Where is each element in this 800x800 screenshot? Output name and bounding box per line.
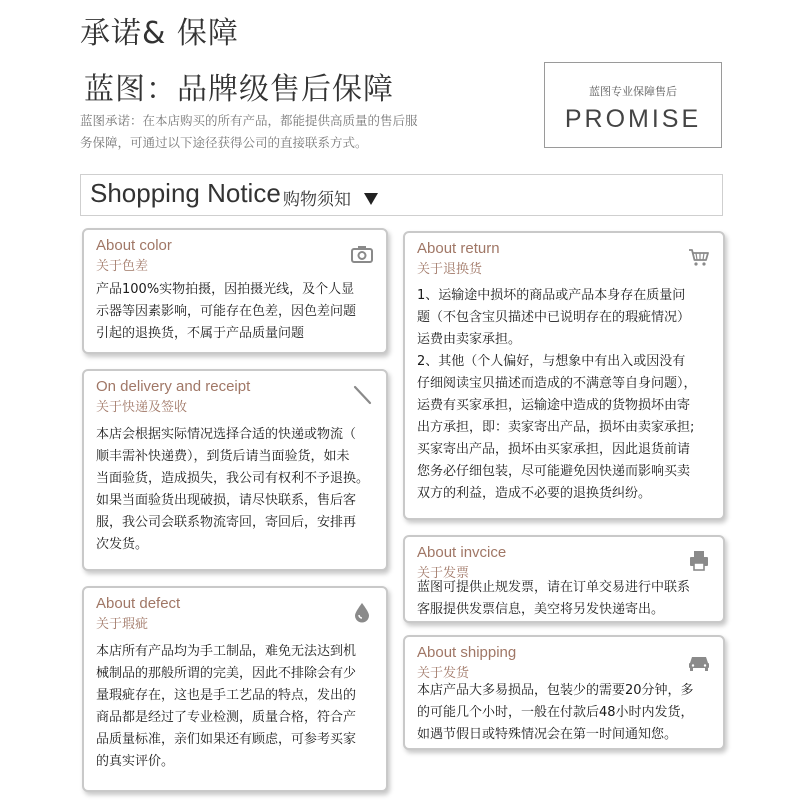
card-about-color: [82, 228, 388, 354]
card-line: 本店所有产品均为手工制品，难免无法达到机: [96, 644, 357, 659]
card-about-return: [403, 231, 725, 520]
brand-desc-line: 蓝图承诺：在本店购买的所有产品，都能提供高质量的售后服: [80, 113, 418, 128]
promise-subtitle: 蓝图专业保障售后: [589, 85, 677, 98]
card-line: 量瑕疵存在，这也是手工艺品的特点，发出的: [96, 688, 357, 703]
card-line: 本店会根据实际情况选择合适的快递或物流（: [96, 427, 357, 442]
card-line: 械制品的那般所谓的完美，因此不排除会有少: [96, 666, 357, 681]
card-body: [417, 577, 715, 621]
promise-badge: [544, 62, 722, 148]
car-icon: [687, 649, 711, 673]
card-title-cn: 关于快递及签收: [96, 400, 188, 415]
card-line: 的可能几个小时，一般在付款后48小时内发货，: [417, 705, 694, 720]
card-line: 示器等因素影响，可能存在色差，因色差问题: [96, 304, 357, 319]
card-line: 的真实评价。: [96, 754, 175, 769]
card-line: 题（不包含宝贝描述中已说明存在的瑕疵情况）: [417, 310, 691, 325]
cart-icon: [687, 245, 711, 269]
camera-icon: [350, 242, 374, 266]
card-title-cn: 关于色差: [96, 259, 149, 274]
card-body: [96, 424, 378, 556]
card-line: 客服提供发票信息，美空将另发快递寄出。: [417, 602, 665, 617]
card-title-en: About defect: [96, 595, 181, 612]
card-about-shipping: [403, 635, 725, 750]
card-line: 如果当面验货出现破损，请尽快联系，售后客: [96, 493, 357, 508]
card-title-en: About invcice: [417, 544, 507, 561]
card-line: 您务必仔细包装，尽可能避免因快递而影响买卖: [417, 464, 691, 479]
shopping-notice-en: Shopping Notice: [90, 178, 281, 208]
card-title-cn: 关于退换货: [417, 262, 483, 277]
card-line: 双方的利益，造成不必要的退换货纠纷。: [417, 486, 652, 501]
drop-icon: [350, 600, 374, 624]
card-line: 本店产品大多易损品，包装少的需要20分钟，多: [417, 683, 694, 698]
card-line: 买家寄出产品，损坏由买家承担，因此退货前请: [417, 442, 691, 457]
card-line: 顺丰需补快递费），到货后请当面验货，如未: [96, 449, 350, 464]
card-line: 品质量标准，亲们如果还有顾虑，可参考买家: [96, 732, 357, 747]
card-line: 商品都是经过了专业检测，质量合格，符合产: [96, 710, 357, 725]
card-line: 产品100%实物拍摄，因拍摄光线，及个人显: [96, 282, 355, 297]
card-line: 引起的退换货，不属于产品质量问题: [96, 326, 305, 341]
card-line: 当面验货，造成损失，我公司有权利不予退换。: [96, 471, 370, 486]
card-body: [417, 285, 715, 505]
card-line: 如遇节假日或特殊情况会在第一时间通知您。: [417, 727, 678, 742]
card-line: 蓝图可提供止规发票，请在订单交易进行中联系: [417, 580, 691, 595]
card-title-en: About color: [96, 237, 172, 254]
card-body: [417, 680, 715, 746]
card-line: 运费由卖家承担。: [417, 332, 522, 347]
promise-label: PROMISE: [564, 105, 702, 133]
card-title-cn: 关于瑕疵: [96, 617, 149, 632]
page-section-title: 承诺& 保障: [80, 16, 239, 51]
card-title-en: On delivery and receipt: [96, 378, 251, 395]
card-body: [96, 279, 378, 345]
card-title-cn: 关于发货: [417, 666, 470, 681]
shopping-notice-header[interactable]: [80, 174, 723, 216]
brand-guarantee-description: [80, 110, 460, 154]
card-title-en: About return: [417, 240, 500, 257]
card-body: [96, 641, 378, 773]
card-about-defect: [82, 586, 388, 792]
card-line: 运费有买家承担，运输途中造成的货物损坏由寄: [417, 398, 691, 413]
card-line: 2、其他（个人偏好，与想象中有出入或因没有: [417, 354, 686, 369]
card-line: 服，我公司会联系物流寄回，寄回后，安排再: [96, 515, 357, 530]
card-delivery-receipt: [82, 369, 388, 571]
shopping-notice-cn: 购物须知: [283, 190, 351, 210]
card-line: 1、运输途中损坏的商品或产品本身存在质量问: [417, 288, 686, 303]
card-title-cn: 关于发票: [417, 566, 470, 581]
triangle-down-icon: [364, 193, 378, 205]
card-about-invoice: [403, 535, 725, 623]
card-line: 仔细阅读宝贝描述而造成的不满意等自身问题），: [417, 376, 697, 391]
pen-icon: [350, 383, 374, 407]
card-line: 出方承担，即：卖家寄出产品，损坏由卖家承担;: [417, 420, 695, 435]
printer-icon: [687, 549, 711, 573]
brand-guarantee-title: 蓝图：品牌级售后保障: [84, 72, 394, 107]
brand-desc-line: 务保障，可通过以下途径获得公司的直接联系方式。: [80, 135, 368, 150]
card-title-en: About shipping: [417, 644, 517, 661]
card-line: 次发货。: [96, 537, 149, 552]
